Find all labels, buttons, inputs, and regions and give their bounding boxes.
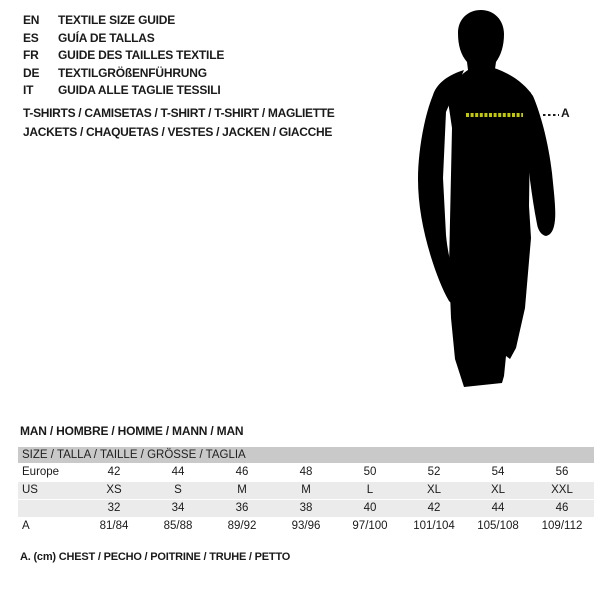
- table-cell: 40: [363, 502, 377, 514]
- language-label: GUIDA ALLE TAGLIE TESSILI: [58, 83, 221, 97]
- language-row: [23, 82, 224, 100]
- table-cell: 50: [363, 466, 377, 478]
- table-cell: 89/92: [227, 520, 257, 532]
- table-cell: 97/100: [352, 520, 388, 532]
- language-code: EN: [23, 13, 40, 27]
- table-cell: M: [237, 484, 247, 496]
- row-label: US: [22, 484, 38, 496]
- table-cell: 36: [235, 502, 249, 514]
- man-silhouette-image: [408, 6, 600, 390]
- language-label: GUIDE DES TAILLES TEXTILE: [58, 48, 225, 62]
- language-code: ES: [23, 30, 39, 45]
- table-cell: 105/108: [477, 520, 519, 532]
- table-cell: 93/96: [291, 520, 321, 532]
- table-cell: XL: [490, 484, 506, 496]
- garment-categories: [23, 104, 335, 142]
- table-cell: 81/84: [99, 520, 129, 532]
- language-row: [23, 47, 224, 65]
- language-label: GUÍA DE TALLAS: [58, 30, 155, 45]
- table-row-us: [18, 482, 594, 499]
- language-row: [23, 12, 224, 30]
- table-cell: 44: [171, 466, 185, 478]
- table-cell: 46: [555, 502, 569, 514]
- section-title-man: MAN / HOMBRE / HOMME / MANN / MAN: [20, 424, 244, 438]
- table-row-us-numeric: [18, 500, 594, 517]
- language-label: TEXTILE SIZE GUIDE: [58, 13, 176, 27]
- language-code: IT: [23, 83, 34, 97]
- table-cell: 32: [107, 502, 121, 514]
- table-cell: 42: [107, 466, 121, 478]
- category-line-jackets: JACKETS / CHAQUETAS / VESTES / JACKEN / GIACCHE: [23, 125, 333, 139]
- table-cell: 109/112: [541, 520, 583, 532]
- table-cell: 52: [427, 466, 441, 478]
- table-cell: 46: [235, 466, 249, 478]
- size-table: [18, 447, 594, 536]
- category-line-tshirts: T-SHIRTS / CAMISETAS / T-SHIRT / T-SHIRT / MAGLIETTE: [23, 106, 335, 120]
- table-cell: 56: [555, 466, 569, 478]
- table-cell: M: [301, 484, 311, 496]
- table-cell: XXL: [551, 484, 573, 496]
- table-cell: XS: [106, 484, 122, 496]
- table-cell: L: [366, 484, 374, 496]
- table-cell: 42: [427, 502, 441, 514]
- table-cell: 85/88: [163, 520, 193, 532]
- table-cell: 54: [491, 466, 505, 478]
- table-row-europe: [18, 464, 594, 481]
- table-cell: 44: [491, 502, 505, 514]
- table-cell: 101/104: [413, 520, 455, 532]
- language-code: FR: [23, 48, 39, 62]
- table-cell: 38: [299, 502, 313, 514]
- language-row: [23, 30, 224, 48]
- language-code: DE: [23, 65, 40, 80]
- footnote-chest-legend: A. (cm) CHEST / PECHO / POITRINE / TRUHE / PETTO: [20, 551, 291, 563]
- man-silhouette-figure: [408, 6, 600, 390]
- row-label: Europe: [22, 466, 60, 478]
- table-cell: 34: [171, 502, 185, 514]
- language-label: TEXTILGRÖßENFÜHRUNG: [58, 65, 207, 80]
- size-table-header: SIZE / TALLA / TAILLE / GRÖSSE / TAGLIA: [18, 447, 594, 463]
- row-label: A: [22, 520, 30, 532]
- language-list: [23, 12, 224, 100]
- table-cell: S: [174, 484, 182, 496]
- row-label: [18, 500, 82, 517]
- table-row-chest-a: [18, 518, 594, 535]
- silhouette-body: [448, 10, 532, 387]
- measure-label-a: A: [561, 106, 570, 120]
- language-row: [23, 65, 224, 83]
- table-cell: XL: [426, 484, 442, 496]
- table-cell: 48: [299, 466, 313, 478]
